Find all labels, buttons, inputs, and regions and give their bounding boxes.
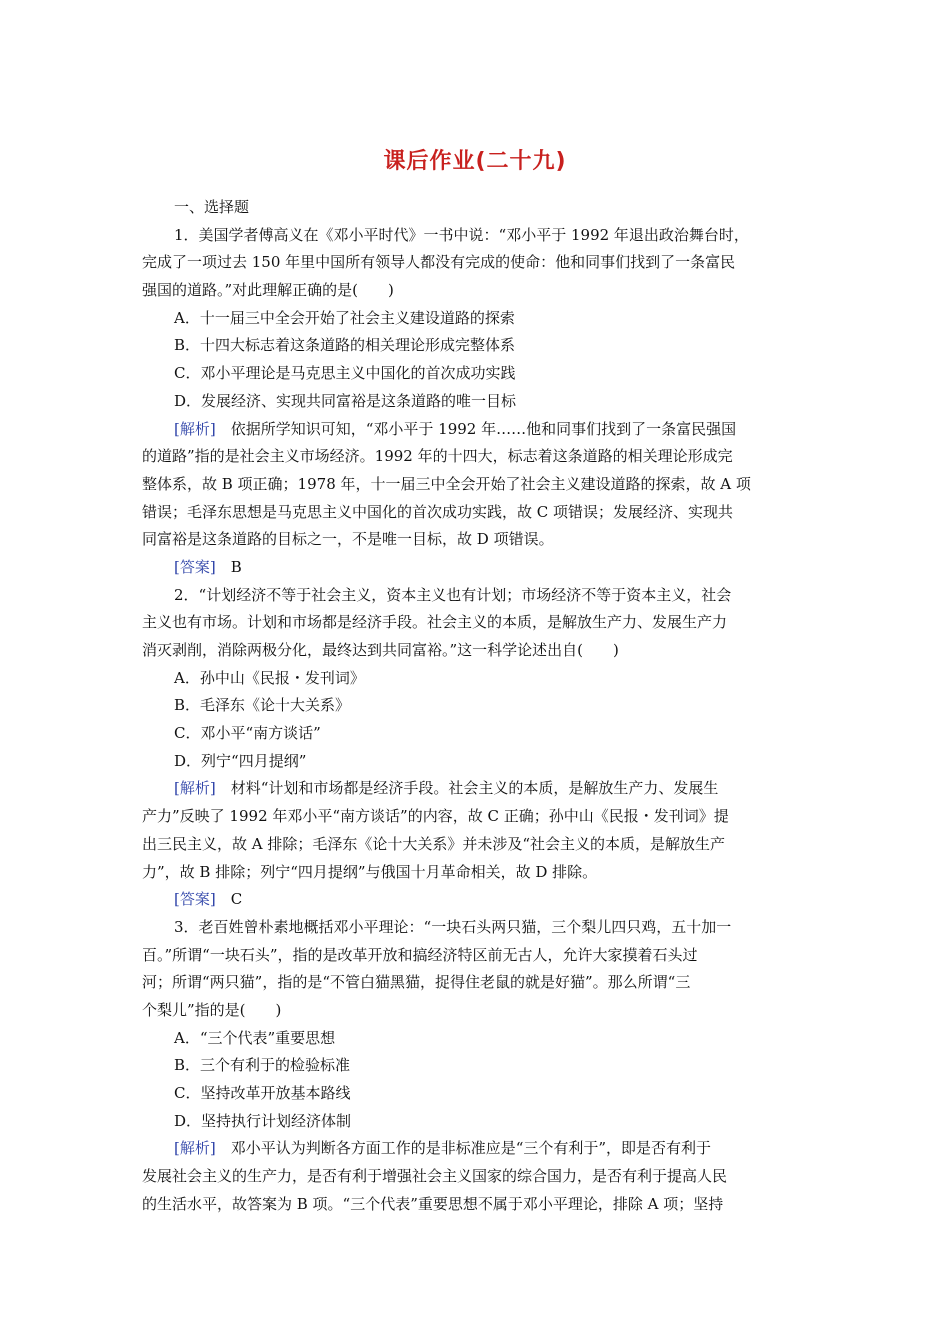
answer-tag: [答案] xyxy=(174,890,216,909)
question-3-stem-line: 3．老百姓曾朴素地概括邓小平理论：“一块石头两只猫，三个梨儿四只鸡，五十加一 xyxy=(174,917,732,936)
question-3-option-c: C．坚持改革开放基本路线 xyxy=(174,1084,351,1102)
question-3-option-b: B．三个有利于的检验标准 xyxy=(174,1056,351,1075)
question-2 xyxy=(142,582,809,914)
question-3-analysis-line xyxy=(142,1135,809,1163)
analysis-tag: [解析] xyxy=(174,1139,216,1158)
question-1 xyxy=(142,222,809,582)
question-2-option-b: B．毛泽东《论十大关系》 xyxy=(174,696,351,715)
question-3-stem-line: 河；所谓“两只猫”，指的是“不管白猫黑猫，捉得住老鼠的就是好猫”。那么所谓“三 xyxy=(142,973,691,992)
question-3-stem-line: 个梨儿”指的是( ) xyxy=(142,1000,282,1019)
question-1-option-c: C．邓小平理论是马克思主义中国化的首次成功实践 xyxy=(174,364,516,383)
answer-tag: [答案] xyxy=(174,557,216,576)
question-3-option-a: A．“三个代表”重要思想 xyxy=(174,1028,336,1047)
question-3-analysis-line: 的生活水平，故答案为 B 项。“三个代表”重要思想不属于邓小平理论，排除 A 项；坚持 xyxy=(142,1194,724,1213)
question-2-stem-line: 2．“计划经济不等于社会主义，资本主义也有计划；市场经济不等于资本主义，社会 xyxy=(174,585,732,604)
question-3 xyxy=(142,914,809,1219)
question-1-option-a: A．十一届三中全会开始了社会主义建设道路的探索 xyxy=(174,308,515,327)
question-1-stem-line: 1．美国学者傅高义在《邓小平时代》一书中说：“邓小平于 1992 年退出政治舞台时， xyxy=(174,225,749,244)
question-1-stem-line: 强国的道路。”对此理解正确的是( ) xyxy=(142,281,394,300)
question-1-option-b: B．十四大标志着这条道路的相关理论形成完整体系 xyxy=(174,336,516,355)
document-body xyxy=(142,194,809,1218)
question-1-analysis-line xyxy=(142,416,809,444)
question-1-analysis-line: 同富裕是这条道路的目标之一，不是唯一目标，故 D 项错误。 xyxy=(142,530,554,549)
question-2-option-a: A．孙中山《民报・发刊词》 xyxy=(174,668,365,687)
analysis-tag: [解析] xyxy=(174,419,216,438)
question-2-option-c: C．邓小平“南方谈话” xyxy=(174,724,321,743)
question-1-analysis-line: 的道路”指的是社会主义市场经济。1992 年的十四大，标志着这条道路的相关理论形成完 xyxy=(142,447,733,466)
question-2-answer xyxy=(142,886,809,914)
answer-value: C xyxy=(215,890,243,909)
question-1-answer xyxy=(142,554,809,582)
analysis-text: 材料“计划和市场都是经济手段。社会主义的本质，是解放生产力、发展生 xyxy=(215,779,719,798)
analysis-text: 依据所学知识可知，“邓小平于 1992 年……他和同事们找到了一条富民强国 xyxy=(215,419,737,438)
question-2-analysis-line xyxy=(142,775,809,803)
question-1-analysis-line: 错误；毛泽东思想是马克思主义中国化的首次成功实践，故 C 项错误；发展经济、实现共 xyxy=(142,502,734,521)
analysis-tag: [解析] xyxy=(174,779,216,798)
question-2-option-d: D．列宁“四月提纲” xyxy=(174,751,307,770)
question-1-stem-line: 完成了一项过去 150 年里中国所有领导人都没有完成的使命：他和同事们找到了一条富民 xyxy=(142,253,736,272)
question-2-stem-line: 主义也有市场。计划和市场都是经济手段。社会主义的本质，是解放生产力、发展生产力 xyxy=(142,613,728,632)
analysis-text: 邓小平认为判断各方面工作的是非标准应是“三个有利于”，即是否有利于 xyxy=(215,1139,712,1158)
question-1-option-d: D．发展经济、实现共同富裕是这条道路的唯一目标 xyxy=(174,391,517,410)
question-2-analysis-line: 产力”反映了 1992 年邓小平“南方谈话”的内容，故 C 正确；孙中山《民报・发刊词》提 xyxy=(142,807,729,826)
page-title: 课后作业(二十九) xyxy=(383,149,567,174)
answer-value: B xyxy=(215,557,242,576)
question-3-analysis-line: 发展社会主义的生产力，是否有利于增强社会主义国家的综合国力，是否有利于提高人民 xyxy=(142,1167,728,1186)
question-2-analysis-line: 出三民主义，故 A 排除；毛泽东《论十大关系》并未涉及“社会主义的本质，是解放生产 xyxy=(142,834,726,853)
section-heading: 一、选择题 xyxy=(174,198,250,216)
question-3-option-d: D．坚持执行计划经济体制 xyxy=(174,1111,352,1130)
question-3-stem-line: 百。”所谓“一块石头”，指的是改革开放和搞经济特区前无古人，允许大家摸着石头过 xyxy=(142,945,698,964)
question-2-stem-line: 消灭剥削，消除两极分化，最终达到共同富裕。”这一科学论述出自( ) xyxy=(142,641,619,659)
question-1-analysis-line: 整体系，故 B 项正确；1978 年，十一届三中全会开始了社会主义建设道路的探索，故 A 项 xyxy=(142,474,751,493)
question-2-analysis-line: 力”，故 B 排除；列宁“四月提纲”与俄国十月革命相关，故 D 排除。 xyxy=(142,862,598,881)
